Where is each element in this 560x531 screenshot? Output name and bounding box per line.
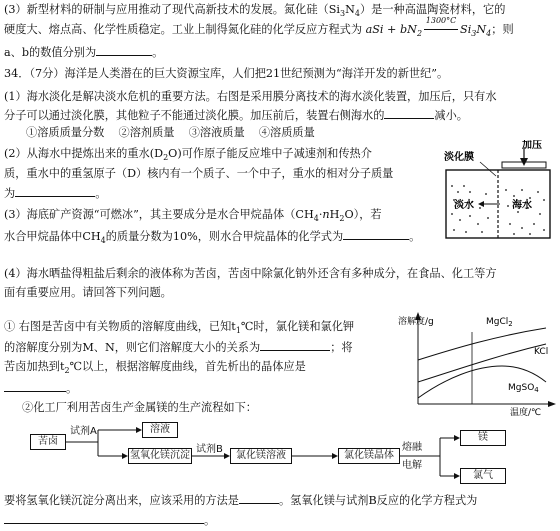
- q33-text-e: a、b的数值分别为: [4, 46, 97, 59]
- c1-d: ；将: [330, 341, 353, 354]
- sub: 2: [508, 320, 513, 328]
- eq-rhs: [460, 23, 492, 39]
- period: 。: [409, 230, 421, 243]
- n-var: n: [322, 208, 330, 221]
- x-axis-label: 温度/℃: [510, 408, 542, 416]
- q34-p2-c: 为: [4, 187, 16, 200]
- mgcl2-text: MgCl: [486, 317, 509, 327]
- chlorine-box: 氯气: [460, 468, 506, 484]
- q34-c1-l1: [4, 319, 354, 334]
- c1-a: ① 右图是苦卤中有关物质的溶解度曲线，已知t: [4, 320, 236, 333]
- answer-blank[interactable]: [96, 44, 152, 56]
- q33-text-b: ）是一种高温陶瓷材料，它的: [359, 3, 506, 16]
- dot: ·: [318, 208, 323, 221]
- h: H: [329, 208, 340, 221]
- mgcl2-solution-box: 氯化镁溶液: [230, 448, 292, 464]
- eq-prod-n: N: [476, 23, 487, 36]
- mgcl2-label: [486, 317, 513, 328]
- q34-p3-a: (3）海底矿产资源“可燃冰”，其主要成分是水合甲烷晶体（CH: [4, 208, 314, 221]
- answer-blank[interactable]: [239, 492, 279, 504]
- c1-c: 的溶解度分别为M、N，则它们溶解度大小的关系为: [4, 341, 261, 354]
- bitter-brine-box: 苦卤: [30, 434, 66, 450]
- q33-line2: [4, 16, 514, 39]
- membrane-label: 淡化膜: [444, 152, 474, 163]
- q34-p3-b: O），若: [344, 208, 382, 221]
- q34-p2-l3: [4, 185, 106, 201]
- equation: [365, 23, 423, 39]
- answer-blank[interactable]: [15, 185, 95, 197]
- sub: 4: [313, 214, 319, 224]
- sub: 4: [486, 29, 492, 39]
- sub: 2: [64, 366, 70, 376]
- mgcl2-crystal-box: 氯化镁晶体: [338, 448, 400, 464]
- answer-blank[interactable]: [343, 228, 409, 240]
- q34-p3-d: 的质量分数为10%，则水合甲烷晶体的化学式为: [105, 230, 344, 243]
- sea-water-label: 海水: [512, 200, 532, 211]
- magnesium-box: 镁: [460, 430, 506, 446]
- q34-p3-l2: [4, 228, 420, 244]
- reaction-arrow: [422, 16, 460, 37]
- y-axis-text: 溶解度/g: [398, 317, 434, 327]
- reaction-condition: 1300°C: [425, 16, 457, 25]
- sub: 2: [339, 214, 345, 224]
- mg-hydroxide-box: 氢氧化镁沉淀: [128, 448, 192, 464]
- reagent-a-label: 试剂A: [70, 426, 97, 437]
- answer-blank[interactable]: [384, 107, 434, 119]
- kcl-label: KCl: [534, 347, 549, 357]
- q34-p1-l1: (1）海水淡化是解决淡水危机的重要方法。右图是采用膜分离技术的海水淡化装置，加压后，只有水: [4, 90, 497, 103]
- q34-p4-l2: 面有重要应用。请回答下列问题。: [4, 286, 172, 299]
- melt-label: 熔融: [402, 442, 422, 453]
- q33-line3: [4, 44, 163, 60]
- c1-b: ℃时，氯化镁和氯化钾: [240, 320, 355, 333]
- period: 。: [152, 46, 164, 59]
- mgso4-text: MgSO: [508, 383, 535, 393]
- sub: 3: [339, 9, 346, 19]
- q34-last-l2: [4, 512, 215, 528]
- last-b: 。氢氧化镁与试剂B反应的化学方程式为: [278, 494, 478, 507]
- q34-c2: ②化工厂利用苦卤生产金属镁的生产流程如下：: [22, 401, 257, 414]
- q34-p1-end: 减小。: [434, 109, 468, 122]
- q34-c1-l2: [4, 339, 353, 355]
- sub: 4: [100, 236, 106, 246]
- answer-blank[interactable]: [4, 512, 204, 524]
- q34-p3-c: 水合甲烷晶体中CH: [4, 230, 101, 243]
- q34-c1-l4: [4, 380, 77, 396]
- sub: 1: [235, 326, 241, 336]
- mg-production-flowchart: [0, 416, 560, 496]
- mgso4-label: [508, 383, 539, 394]
- reagent-b-label: 试剂B: [196, 444, 223, 455]
- period: 。: [95, 187, 107, 200]
- fresh-water-label: 淡水: [454, 200, 474, 211]
- solution-box: 溶液: [142, 422, 178, 438]
- eq-prod: Si: [460, 23, 472, 36]
- desalination-device-figure: [440, 140, 556, 244]
- q34-p2-b: O)可作原子能反应堆中子减速剂和传热介: [168, 147, 372, 160]
- q34-head: 34．（7分）海洋是人类潜在的巨大资源宝库，人们把21世纪预测为“海洋开发的新世纪”。: [4, 67, 449, 80]
- q34-p1-text: 分子可以通过淡化膜，其他粒子不能通过淡化膜。加压前后，装置右侧海水的: [4, 109, 385, 122]
- period: 。: [204, 514, 216, 527]
- q34-p2-l2: 质，重水中的重氢原子（D）核内有一个质子、一个中子，重水的相对分子质量: [4, 167, 394, 180]
- q34-p2-l1: [4, 146, 372, 161]
- answer-blank[interactable]: [260, 339, 330, 351]
- electrolysis-label: 电解: [402, 460, 422, 471]
- c1-e: 苦卤加热到t: [4, 360, 65, 373]
- period: 。: [66, 382, 78, 395]
- sub: 4: [354, 9, 360, 19]
- pressurize-label: 加压: [522, 140, 542, 151]
- sub: 3: [471, 29, 477, 39]
- solubility-curve-figure: [396, 312, 556, 416]
- answer-blank[interactable]: [4, 380, 66, 392]
- eq-lhs: aSi + bN: [365, 23, 417, 36]
- q34-c1-l3: [4, 359, 306, 374]
- q33-text-n: N: [345, 3, 355, 16]
- sub: 2: [416, 29, 423, 39]
- q34-p1-l2: [4, 107, 468, 123]
- q34-options: ①溶质质量分数 ②溶剂质量 ③溶液质量 ④溶质质量: [26, 126, 315, 139]
- q34-last-l1: [4, 492, 477, 508]
- sub: 4: [534, 386, 539, 394]
- q33-text-c: 硬度大、熔点高、化学性质稳定。工业上制得氮化硅的化学反应方程式为: [4, 23, 363, 36]
- q33-text-a: (3）新型材料的研制与应用推动了现代高新技术的发展。氮化硅（Si: [4, 3, 340, 16]
- sub: 2: [163, 153, 169, 163]
- last-a: 要将氢氧化镁沉淀分离出来，应该采用的方法是: [4, 494, 239, 507]
- y-axis-label: [398, 315, 434, 327]
- c1-f: ℃以上，根据溶解度曲线，首先析出的晶体应是: [69, 360, 306, 373]
- q33-text-d: ；则: [491, 23, 514, 36]
- q34-p4-l1: (4）海水晒盐得粗盐后剩余的液体称为苦卤，苦卤中除氯化钠外还含有多种成分，在食品、化工等方: [4, 267, 497, 280]
- q34-p2-a: (2）从海水中提炼出来的重水(D: [4, 147, 164, 160]
- q34-p3-l1: [4, 207, 382, 222]
